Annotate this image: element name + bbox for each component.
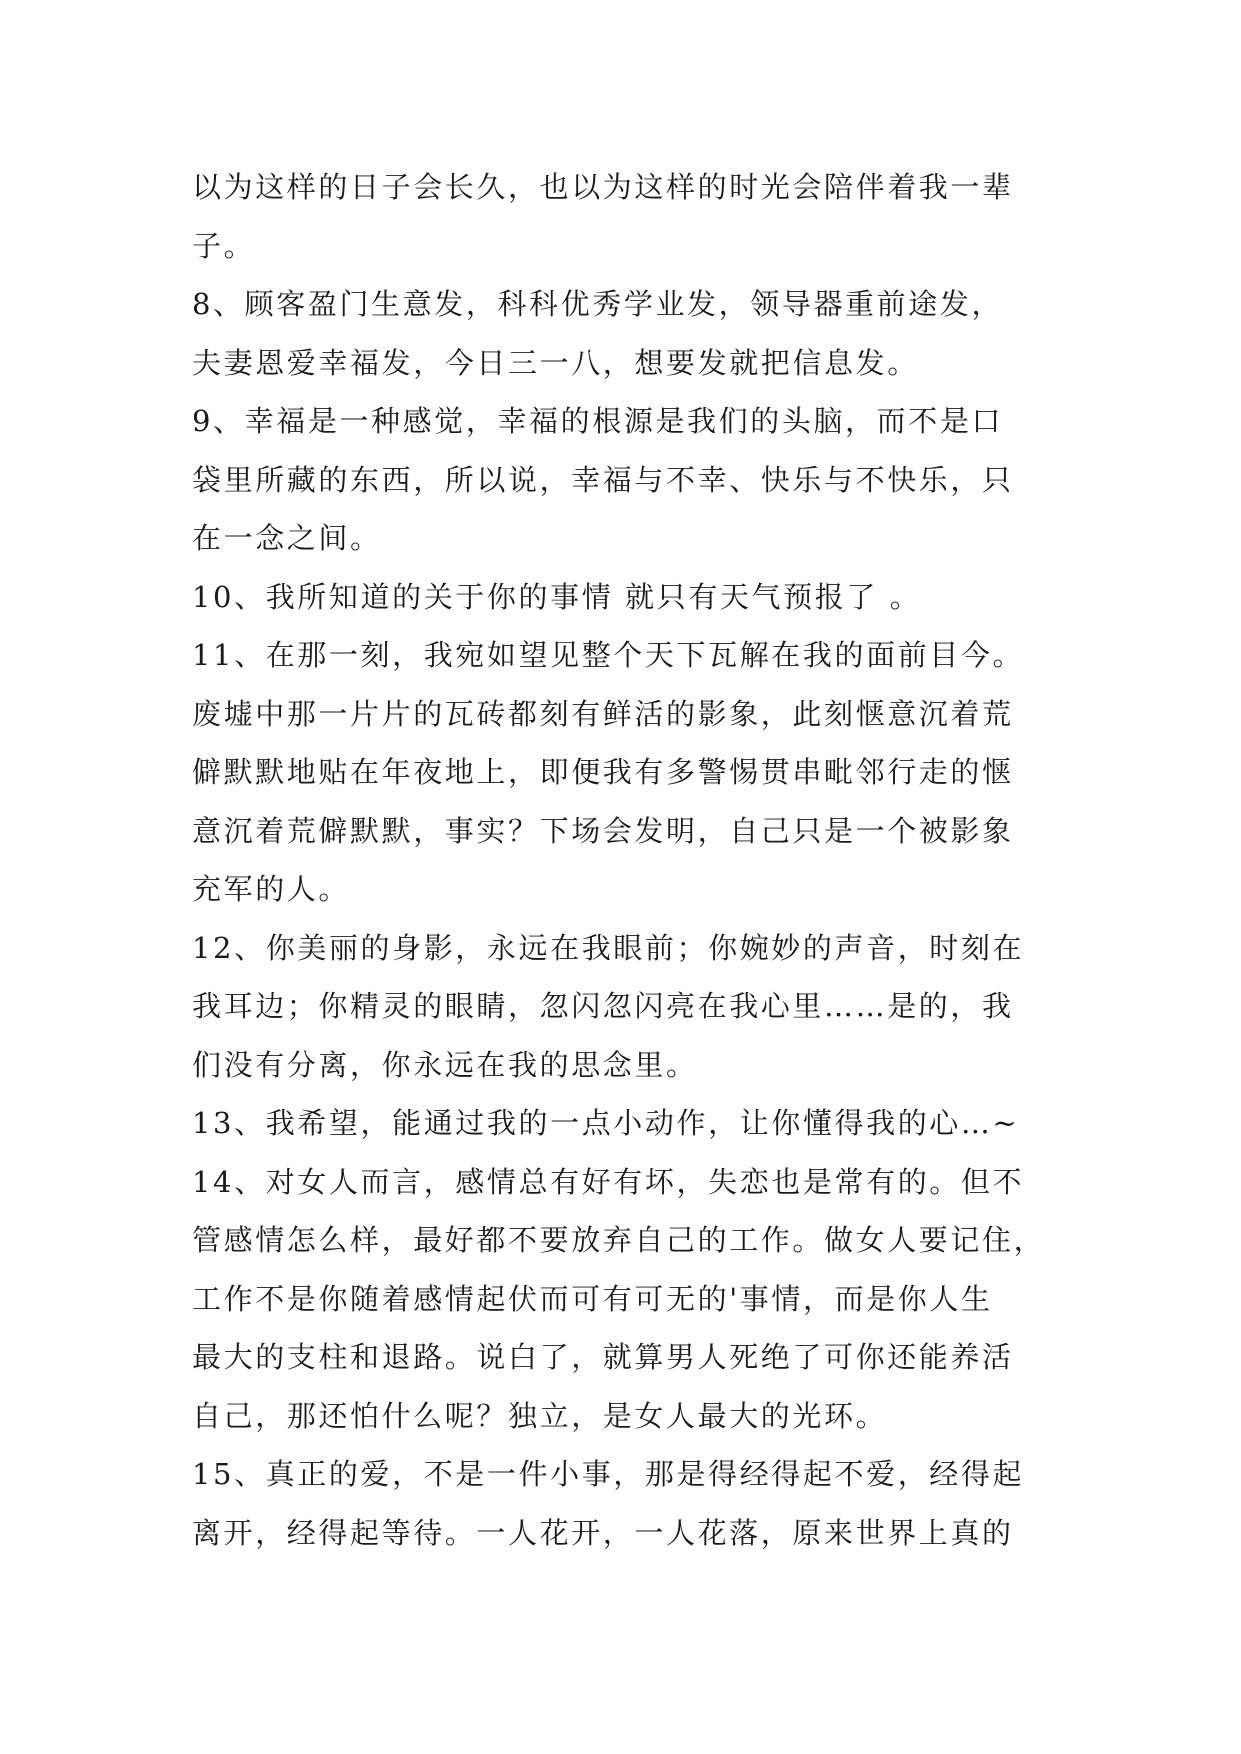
text-line: 我耳边；你精灵的眼睛，忽闪忽闪亮在我心里……是的，我 bbox=[192, 989, 1014, 1023]
text-line: 9、幸福是一种感觉，幸福的根源是我们的头脑，而不是口 bbox=[192, 404, 1004, 438]
text-line: 12、你美丽的身影，永远在我眼前；你婉妙的声音，时刻在 bbox=[192, 930, 1025, 965]
text-line: 8、顾客盈门生意发，科科优秀学业发，领导器重前途发， bbox=[192, 287, 1004, 321]
text-line: 15、真正的爱，不是一件小事，那是得经得起不爱，经得起 bbox=[192, 1457, 1025, 1491]
text-line: 在一念之间。 bbox=[192, 521, 382, 555]
text-line: 充军的人。 bbox=[192, 872, 351, 906]
text-line: 袋里所藏的东西，所以说，幸福与不幸、快乐与不快乐，只 bbox=[192, 462, 1014, 497]
text-line: 意沉着荒僻默默，事实？下场会发明，自己只是一个被影象 bbox=[192, 813, 1014, 848]
text-line: 们没有分离，你永远在我的思念里。 bbox=[192, 1047, 698, 1082]
text-line: 14、对女人而言，感情总有好有坏，失恋也是常有的。但不 bbox=[192, 1164, 1025, 1199]
text-line: 10、我所知道的关于你的事情 就只有天气预报了 。 bbox=[192, 579, 922, 614]
text-line: 子。 bbox=[192, 228, 256, 263]
text-line: 僻默默地贴在年夜地上，即便我有多警惕贯串毗邻行走的惬 bbox=[192, 755, 1014, 789]
text-line: 以为这样的日子会长久，也以为这样的时光会陪伴着我一辈 bbox=[192, 170, 1014, 204]
text-line: 工作不是你随着感情起伏而可有可无的'事情，而是你人生 bbox=[192, 1281, 993, 1316]
text-line: 夫妻恩爱幸福发，今日三一八，想要发就把信息发。 bbox=[192, 345, 919, 380]
text-line: 13、我希望，能通过我的一点小动作，让你懂得我的心…~ bbox=[192, 1106, 1020, 1140]
text-line: 11、在那一刻，我宛如望见整个天下瓦解在我的面前目今。 bbox=[192, 638, 1025, 672]
text-line: 最大的支柱和退路。说白了，就算男人死绝了可你还能养活 bbox=[192, 1340, 1014, 1374]
text-line: 离开，经得起等待。一人花开，一人花落，原来世界上真的 bbox=[192, 1515, 1014, 1550]
text-line: 自己，那还怕什么呢？独立，是女人最大的光环。 bbox=[192, 1398, 888, 1433]
text-line: 废墟中那一片片的瓦砖都刻有鲜活的影象，此刻惬意沉着荒 bbox=[192, 696, 1014, 731]
text-line: 管感情怎么样，最好都不要放弃自己的工作。做女人要记住， bbox=[192, 1223, 1046, 1257]
document-body bbox=[192, 158, 1072, 1562]
